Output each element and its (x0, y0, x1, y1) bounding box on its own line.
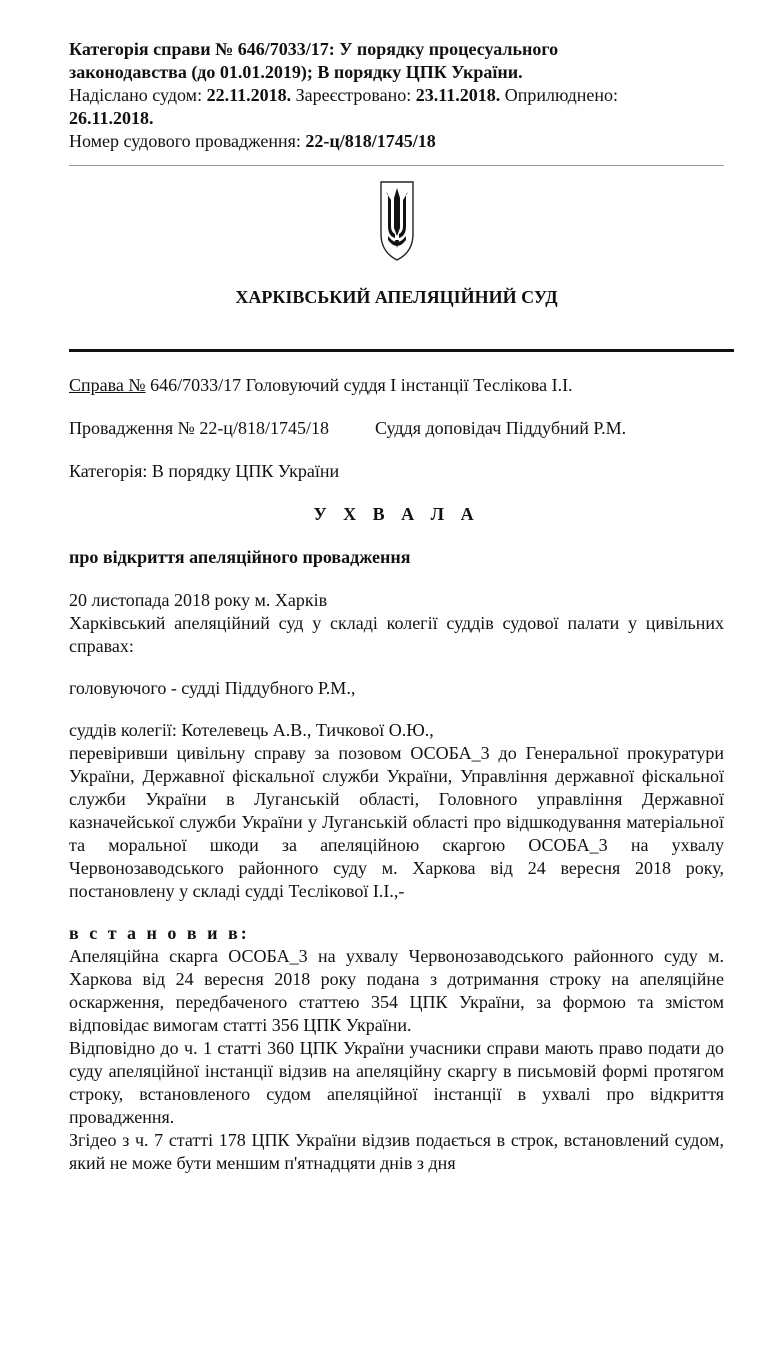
case-category-line-2: законодавства (до 01.01.2019); В порядку ЦПК України. (69, 62, 523, 82)
case-category-line (69, 38, 724, 61)
panel-judges: суддів колегії: Котелевець А.В., Тичкової О.Ю., (69, 720, 434, 740)
paragraph-1: Апеляційна скарга ОСОБА_3 на ухвалу Червонозаводського районного суду м. Харкова від 24 вересня 2018 року подана з дотримання строку на апеляційне оскарження, передбаченого статтею 354 ЦПК України, за формою та змістом відповідає вимогам статті 356 ЦПК України. (69, 946, 724, 1035)
case-number-label: Справа № (69, 375, 146, 395)
case-number-line (69, 374, 724, 397)
case-metadata (69, 38, 724, 153)
document-title: У Х В А Л А (313, 504, 480, 524)
paragraph-composition: Харківський апеляційний суд у складі колегії суддів судової палати у цивільних справах: (69, 613, 724, 656)
published-date: 26.11.2018. (69, 108, 154, 128)
sent-date: 22.11.2018. (206, 85, 292, 105)
trident-coat-of-arms-icon (378, 178, 416, 262)
proceeding-line (69, 130, 724, 153)
dates-line (69, 84, 724, 107)
category-line: Категорія: В порядку ЦПК України (69, 461, 340, 481)
proceeding-number-line: Провадження № 22-ц/818/1745/18 (69, 418, 329, 438)
date-place: 20 листопада 2018 року м. Харків (69, 590, 328, 610)
sent-label: Надіслано судом: (69, 85, 207, 105)
published-label: Оприлюднено: (500, 85, 618, 105)
established-heading: в с т а н о в и в: (69, 923, 250, 943)
proceeding-number: 22-ц/818/1745/18 (305, 131, 436, 151)
case-number-rest: 646/7033/17 Головуючий суддя І інстанції Теслікова І.І. (145, 375, 573, 395)
case-category-label: Категорія справи № 646/7033/17: (69, 39, 340, 59)
divider-thick (69, 349, 734, 352)
paragraph-3: Згідео з ч. 7 статті 178 ЦПК України відзив подається в строк, встановлений судом, який не може бути меншим п'ятнадцяти днів з дня (69, 1130, 724, 1173)
registered-label: Зареєстровано: (291, 85, 416, 105)
document-page (69, 38, 724, 1175)
proceeding-label: Номер судового провадження: (69, 131, 306, 151)
reporter-judge: Суддя доповідач Піддубний Р.М. (374, 418, 627, 438)
presiding-judge: головуючого - судді Піддубного Р.М., (69, 678, 356, 698)
court-name: ХАРКІВСЬКИЙ АПЕЛЯЦІЙНИЙ СУД (235, 287, 558, 307)
paragraph-checked: перевіривши цивільну справу за позовом ОСОБА_3 до Генеральної прокуратури України, Державної фіскальної служби України, Управління державної фіскальної служби України в Луганській області, Головного управління Державної казначейської служби України у Луганській області про відшкодування матеріальної та моральної шкоди за апеляційною скаргою ОСОБА_3 на ухвалу Червонозаводського районного суду м. Харкова від 24 вересня 2018 року, постановлену у складі судді Теслікової І.І.,- (69, 743, 724, 901)
divider-thin (69, 165, 724, 166)
case-category-value: У порядку процесуального (339, 39, 559, 59)
proceeding-reporter-line (69, 417, 724, 440)
registered-date: 23.11.2018. (415, 85, 501, 105)
document-subtitle: про відкриття апеляційного провадження (69, 547, 411, 567)
paragraph-2: Відповідно до ч. 1 статті 360 ЦПК України учасники справи мають право подати до суду апеляційної інстанції відзив на апеляційну скаргу в письмовій формі протягом строку, встановленого судом апеляційної інстанції в ухвалі про відкриття провадження. (69, 1038, 724, 1127)
